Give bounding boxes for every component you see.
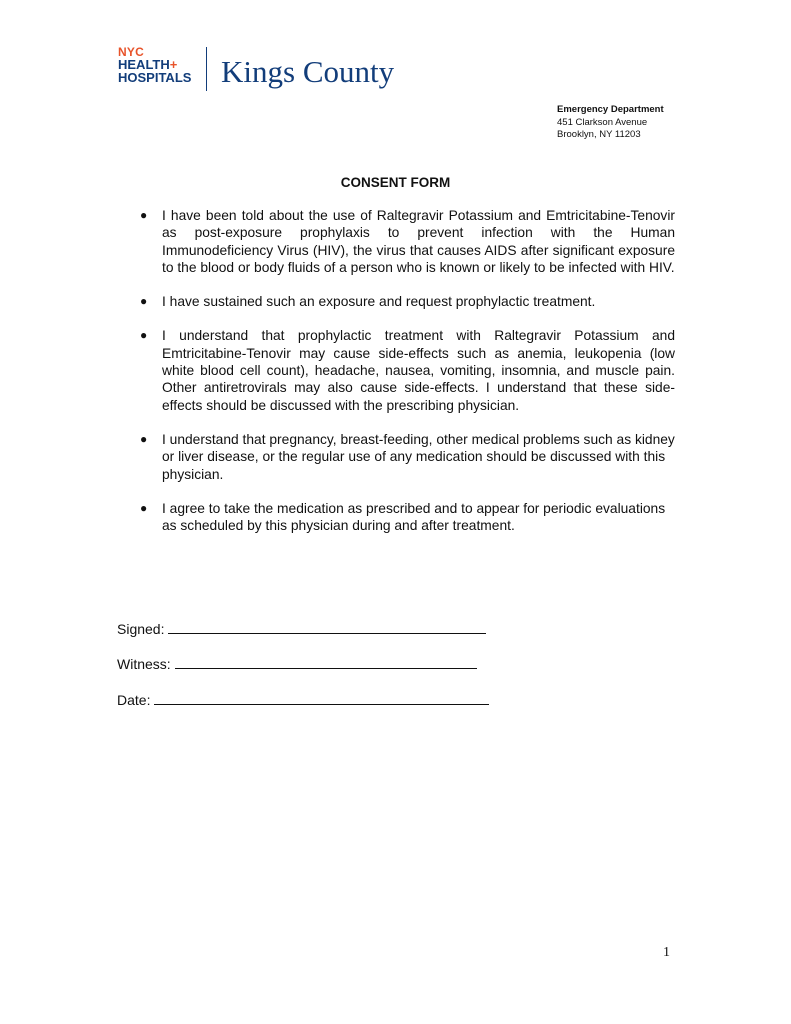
date-field[interactable]: [154, 690, 489, 705]
consent-statement-5: [140, 500, 675, 535]
street-address: 451 Clarkson Avenue: [557, 116, 648, 128]
consent-statement-text: I agree to take the medication as prescribed and to appear for periodic evaluations as scheduled by this physician during and after treatment.: [162, 500, 666, 534]
consent-statement-text: I have sustained such an exposure and request prophylactic treatment.: [162, 294, 596, 310]
bullet-icon: ●: [140, 500, 148, 515]
witness-row: [117, 654, 477, 672]
address-block: [557, 104, 664, 142]
facility-name: Kings County: [221, 54, 395, 89]
bullet-icon: ●: [140, 328, 148, 343]
logo-plus-icon: +: [169, 57, 178, 72]
bullet-icon: ●: [140, 294, 148, 309]
witness-field[interactable]: [175, 654, 477, 669]
consent-statement-4: [140, 431, 675, 483]
consent-statement-1: [140, 207, 675, 276]
signed-row: [117, 619, 486, 637]
bullet-icon: ●: [140, 208, 148, 222]
consent-statement-text: I understand that pregnancy, breast-feeding, other medical problems such as kidney or liver disease, or the regular use of any medication should be discussed with this physician.: [162, 431, 675, 482]
consent-statement-text: I understand that prophylactic treatment with Raltegravir Potassium and Emtricitabine-Tenovir may cause side-effects such as anemia, leukopenia (low white blood cell count), headache, nausea, vomiting, insomnia, and muscle pain. Other antiretrovirals may also cause side-effects. I understand that these side-effects should be discussed with the prescribing physician.: [162, 328, 675, 413]
city-address: Brooklyn, NY 11203: [557, 129, 641, 140]
consent-statement-2: [140, 293, 675, 310]
logo-nyc-text: NYC: [118, 45, 144, 59]
consent-statement-3: [140, 327, 675, 413]
logo-hospitals-text: HOSPITALS: [118, 70, 192, 85]
page-number: 1: [663, 945, 670, 960]
logo-health-word: HEALTH: [118, 57, 170, 72]
signed-label: Signed:: [117, 621, 165, 637]
consent-statements: [140, 207, 675, 551]
signed-field[interactable]: [168, 619, 486, 634]
logo-divider: [206, 47, 207, 91]
department-name: Emergency Department: [557, 104, 664, 115]
date-label: Date:: [117, 692, 151, 708]
consent-statement-text: I have been told about the use of Raltegravir Potassium and Emtricitabine-Tenovir as post-exposure prophylaxis to prevent infection with the Human Immunodeficiency Virus (HIV), the virus that causes AIDS after significant exposure to the blood or body fluids of a person who is known or likely to be infected with HIV.: [162, 208, 675, 275]
date-row: [117, 690, 489, 708]
bullet-icon: ●: [140, 431, 148, 446]
page-title: CONSENT FORM: [340, 175, 451, 190]
witness-label: Witness:: [117, 656, 171, 672]
